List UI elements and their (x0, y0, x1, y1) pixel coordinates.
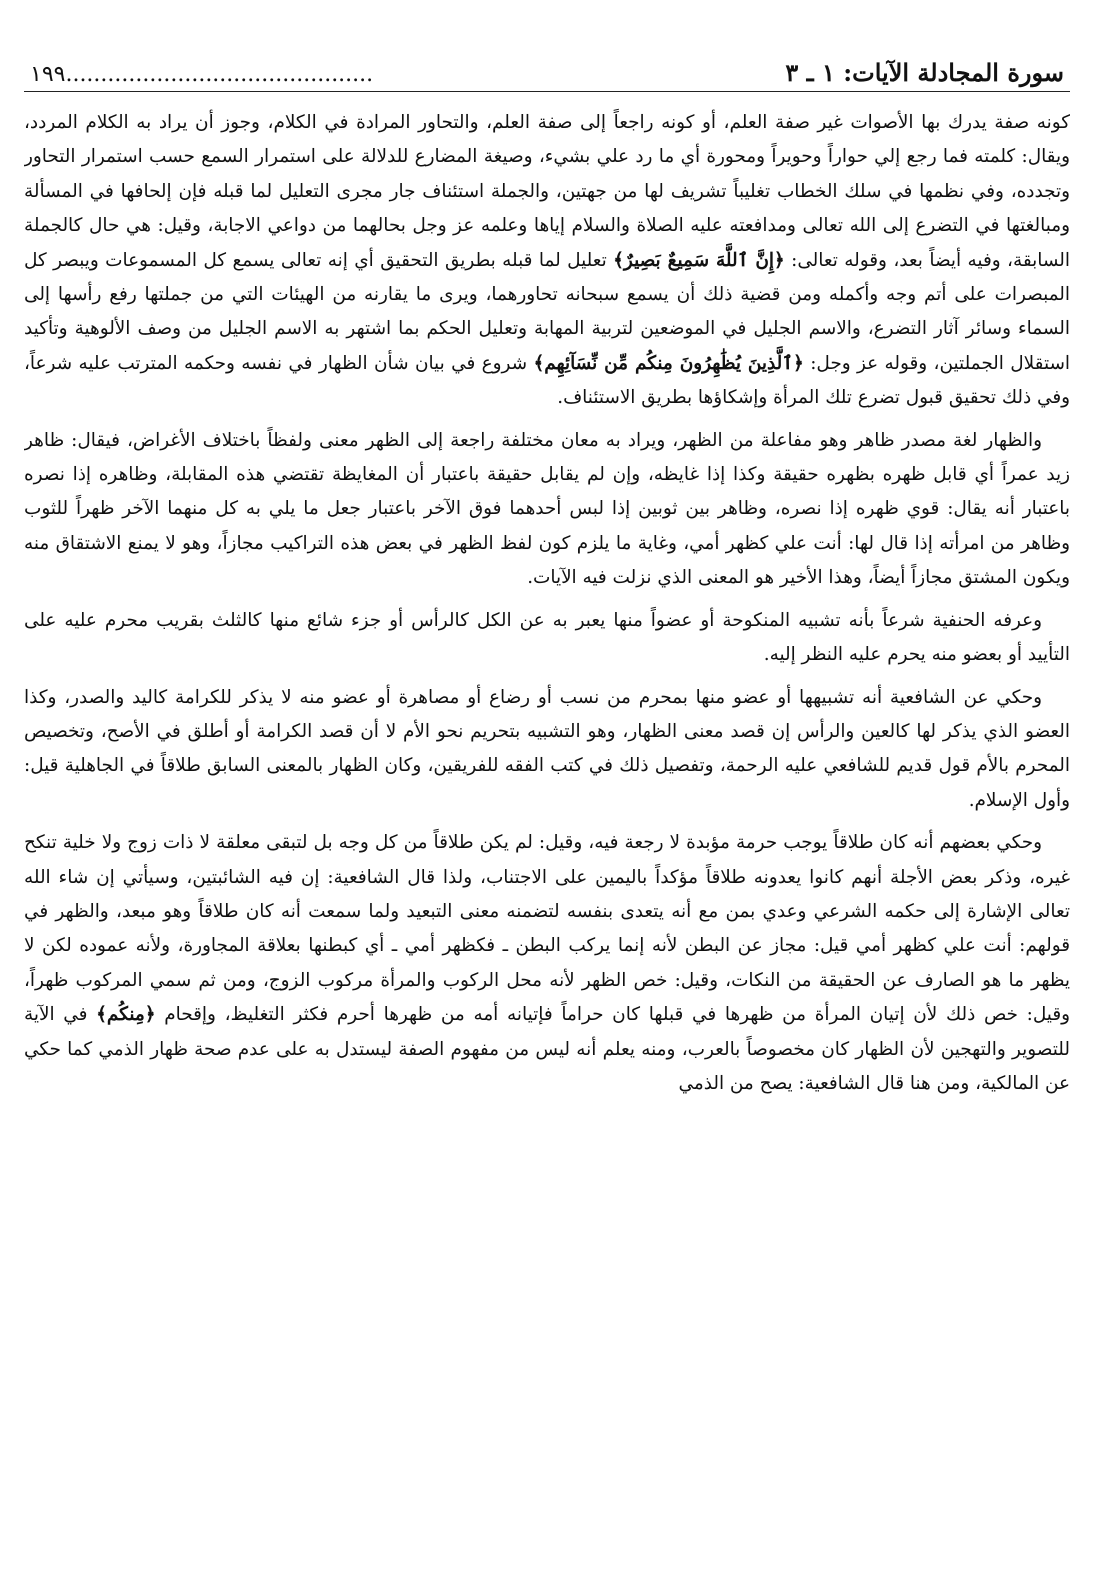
running-title: سورة المجادلة الآيات: ١ ـ ٣ (785, 58, 1064, 87)
paragraph (24, 106, 1070, 416)
paragraph (24, 826, 1070, 1101)
page-number: ١٩٩............................................ (30, 62, 374, 87)
text-run: والظهار لغة مصدر ظاهر وهو مفاعلة من الظهر، ويراد به معان مختلفة راجعة إلى الظهر معنى ولفظاً باختلاف الأغراض، فيقال: ظاهر زيد عمراً أي قابل ظهره بظهره حقيقة وكذا إذا غايظه، وإن لم يقابل حقيقة باعتبار أن المغايظة تقتضي هذه المقابلة، وظاهره إذا نصره باعتبار أنه يقال: قوي ظهره إذا نصره، وظاهر بين ثوبين إذا لبس أحدهما فوق الآخر باعتبار جعل ما يلي به كل منهما الآخر ظهراً للثوب وظاهر من امرأته إذا قال لها: أنت علي كظهر أمي، وغاية ما يلزم كون لفظ الظهر في بعض هذه التراكيب مجازاً، وهو لا يمنع الاشتقاق منه ويكون المشتق مجازاً أيضاً، وهذا الأخير هو المعنى الذي نزلت فيه الآيات. (24, 429, 1070, 589)
paragraph (24, 424, 1070, 596)
text-run: وحكي بعضهم أنه كان طلاقاً يوجب حرمة مؤبدة لا رجعة فيه، وقيل: لم يكن طلاقاً من كل وجه بل لتبقى معلقة لا ذات زوج ولا خلية تنكح غيره، وذكر بعض الأجلة أنهم كانوا يعدونه طلاقاً مؤكداً باليمين على الاجتناب، ولذا قال الشافعية: إن فيه الشائبتين، وسيأتي إن شاء الله تعالى الإشارة إلى حكمه الشرعي وعدي بمن مع أنه يتعدى بنفسه لتضمنه معنى التبعيد ولما سمعت أنه كان طلاقاً وهو مبعد، والظهر في قولهم: أنت علي كظهر أمي قيل: مجاز عن البطن لأنه إنما يركب البطن ـ فكظهر أمي ـ أي كبطنها بعلاقة المجاورة، ولأنه عموده لكن لا يظهر ما هو الصارف عن الحقيقة من النكات، وقيل: خص الظهر لأنه محل الركوب والمرأة مركوب الزوج، ومن ثم سمي المركوب ظهراً، وقيل: خص ذلك لأن إتيان المرأة من ظهرها في قبلها كان حراماً فإتيانه أمه من ظهرها أحرم فكثر التغليظ، وإقحام (24, 832, 1070, 1026)
quran-quote: ﴿إِنَّ ٱللَّهَ سَمِيعٌ بَصِيرٌ﴾ (613, 249, 785, 271)
text-run: كونه صفة يدرك بها الأصوات غير صفة العلم، أو كونه راجعاً إلى صفة العلم، والتحاور المرادة في الكلام، وجوز أن يراد به الكلام المردد، ويقال: كلمته فما رجع إلي حواراً وحويراً ومحورة أي ما رد علي بشيء، وصيغة المضارع للدلالة على استمرار السمع حسب استمرار التحاور وتجدده، وفي نظمها في سلك الخطاب تغليباً تشريف لها من جهتين، والجملة استئناف جار مجرى التعليل لما قبله فإن إلحافها في المسألة ومبالغتها في التضرع إلى الله تعالى ومدافعته عليه الصلاة والسلام إياها وعلمه عز وجل بحالهما من دواعي الاجابة، وقيل: هي حال كالجملة السابقة، وفيه أيضاً بعد، وقوله تعالى: (24, 112, 1070, 271)
paragraph (24, 604, 1070, 673)
page-header (24, 40, 1070, 92)
body-text (24, 106, 1070, 1101)
text-run: شروع في بيان شأن الظهار في نفسه وحكمه المترتب عليه شرعاً، وفي ذلك تحقيق قبول تضرع تلك المرأة وإشكاؤها بطريق الاستئناف. (24, 352, 1070, 409)
text-run: وعرفه الحنفية شرعاً بأنه تشبيه المنكوحة أو عضواً منها يعبر به عن الكل كالرأس أو جزء شائع منها كالثلث بقريب محرم عليه على التأييد أو بعضو منه يحرم عليه النظر إليه. (24, 609, 1070, 666)
paragraph (24, 681, 1070, 819)
quran-quote: ﴿ٱلَّذِينَ يُظَٰهِرُونَ مِنكُم مِّن نِّسَآئِهِم﴾ (533, 352, 804, 374)
text-run: وحكي عن الشافعية أنه تشبيهها أو عضو منها بمحرم من نسب أو رضاع أو مصاهرة أو عضو منه لا يذكر للكرامة كاليد والصدر، وكذا العضو الذي يذكر لها كالعين والرأس إن قصد معنى الظهار، وهو التشبيه بتحريم نحو الأم لا أن قصد الكرامة أو أطلق في الأصح، وتخصيص المحرم بالأم قول قديم للشافعي عليه الرحمة، وتفصيل ذلك في كتب الفقه للفريقين، وكان الظهار بالمعنى السابق طلاقاً في الجاهلية قيل: وأول الإسلام. (24, 686, 1070, 811)
text-run: في الآية للتصوير والتهجين لأن الظهار كان مخصوصاً بالعرب، ومنه يعلم أنه ليس من مفهوم الصفة ليستدل به على عدم صحة ظهار الذمي كما حكي عن المالكية، ومن هنا قال الشافعية: يصح من الذمي (24, 1004, 1070, 1094)
document-page (24, 40, 1070, 1550)
text-run: تعليل لما قبله بطريق التحقيق أي إنه تعالى يسمع كل المسموعات ويبصر كل المبصرات على أتم وجه وأكمله ومن قضية ذلك أن يسمع سبحانه تحاورهما، ويرى ما يقارنه من الهيئات التي من جملتها رفع رأسها إلى السماء وسائر آثار التضرع، والاسم الجليل في الموضعين لتربية المهابة وتعليل الحكم بما اشتهر به الاسم الجليل من وصف الألوهية وتأكيد استقلال الجملتين، وقوله عز وجل: (24, 249, 1070, 374)
quran-quote: ﴿مِنكُم﴾ (96, 1004, 156, 1026)
